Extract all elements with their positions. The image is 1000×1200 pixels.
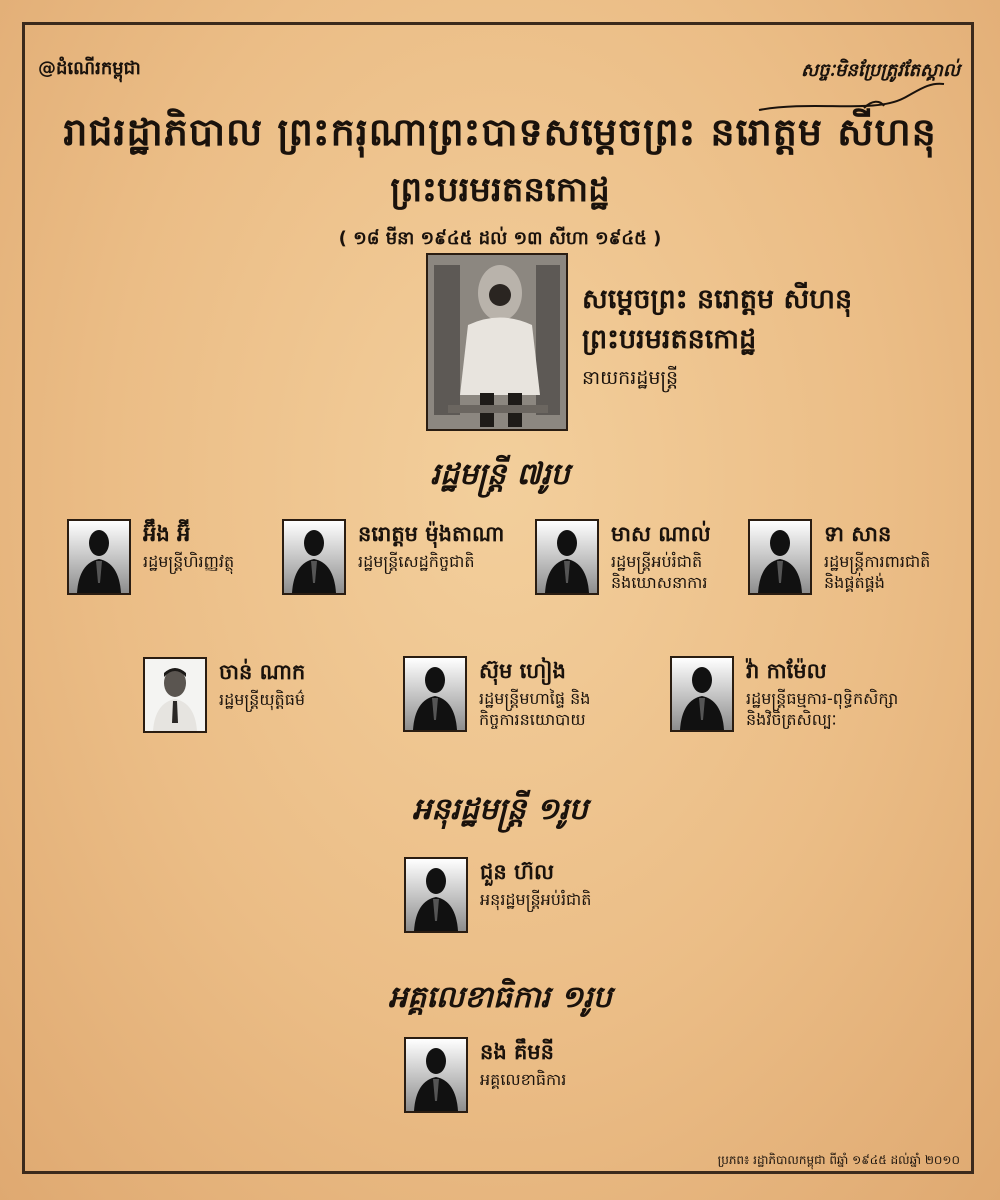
- silhouette-avatar-icon: [404, 1037, 468, 1113]
- silhouette-avatar-icon: [404, 857, 468, 933]
- minister-role: រដ្ឋមន្រ្តីយុត្តិធម៌: [219, 690, 306, 709]
- date-range: ( ១៨ មីនា ១៩៤៥ ដល់ ១៣ សីហា ១៩៤៥ ): [338, 228, 662, 249]
- minister-name: នរោត្តម ម៉ុងតាណា: [358, 522, 505, 546]
- silhouette-avatar-icon: [282, 519, 346, 595]
- secretary-general-role: អគ្គលេខាធិការ: [480, 1070, 567, 1089]
- vice-minister-role: អនុរដ្ឋមន្រ្តីអប់រំជាតិ: [480, 890, 592, 909]
- minister-role: រដ្ឋមន្រ្តីធម្មការ-ពុទ្ធិកសិក្សា និងវិចិត្រសិល្បៈ: [746, 689, 899, 729]
- minister-role: រដ្ឋមន្រ្តីអប់រំជាតិ និងឃោសនាការ: [611, 552, 708, 592]
- brand-logo-text: សច្ចៈមិនប្រែត្រូវតែស្គាល់: [800, 60, 960, 81]
- silhouette-avatar-icon: [748, 519, 812, 595]
- minister-name: អ៊ឹង អ៊ី: [143, 522, 191, 546]
- page-subtitle: ព្រះបរមរតនកោដ្ឋ: [390, 170, 610, 210]
- silhouette-avatar-icon: [670, 656, 734, 732]
- minister-name: វ៉ា កាម៉ែល: [746, 659, 827, 683]
- minister-name: ចាន់ ណាក: [219, 660, 306, 684]
- minister-name: មាស ណាល់: [611, 522, 711, 546]
- minister-portrait-photo: [143, 657, 207, 733]
- ministers-heading: រដ្ឋមន្រ្តី ៧រូប: [430, 457, 570, 492]
- source-note: ប្រភព៖ រដ្ឋាភិបាលកម្ពុជា ពីឆ្នាំ ១៩៤៥ ដល់ឆ្នាំ ២០១០: [717, 1153, 960, 1167]
- minister-role: រដ្ឋមន្រ្តីហិរញ្ញវត្ថុ: [143, 552, 235, 571]
- page-title: រាជរដ្ឋាភិបាល ព្រះករុណាព្រះបាទសម្តេចព្រះ នរោត្តម សីហនុ: [63, 110, 937, 154]
- page-handle: @ដំណើរកម្ពុជា: [38, 58, 141, 79]
- secretary-general-name: នង គឹមនី: [480, 1040, 554, 1064]
- secretary-general-heading: អគ្គលេខាធិការ ១រូប: [388, 980, 612, 1015]
- vice-ministers-heading: អនុរដ្ឋមន្រ្តី ១រូប: [412, 792, 588, 827]
- silhouette-avatar-icon: [67, 519, 131, 595]
- prime-minister-title: ព្រះបរមរតនកោដ្ឋ: [582, 324, 757, 355]
- prime-minister-name: សម្តេចព្រះ នរោត្តម សីហនុ: [582, 284, 853, 315]
- prime-minister-role: នាយករដ្ឋមន្រ្តី: [582, 367, 679, 389]
- silhouette-avatar-icon: [403, 656, 467, 732]
- minister-role: រដ្ឋមន្រ្តីសេដ្ឋកិច្ចជាតិ: [358, 552, 475, 571]
- minister-role: រដ្ឋមន្រ្តីមហាផ្ទៃ និង កិច្ចការនយោបាយ: [479, 689, 591, 729]
- vice-minister-name: ជួន ហ៊ល: [480, 860, 554, 884]
- silhouette-avatar-icon: [535, 519, 599, 595]
- prime-minister-photo: [426, 253, 568, 431]
- minister-role: រដ្ឋមន្រ្តីការពារជាតិ និងផ្គត់ផ្គង់: [824, 552, 931, 592]
- minister-name: ស៊ុម ហៀង: [479, 659, 566, 683]
- minister-name: ទា សាន: [824, 522, 892, 546]
